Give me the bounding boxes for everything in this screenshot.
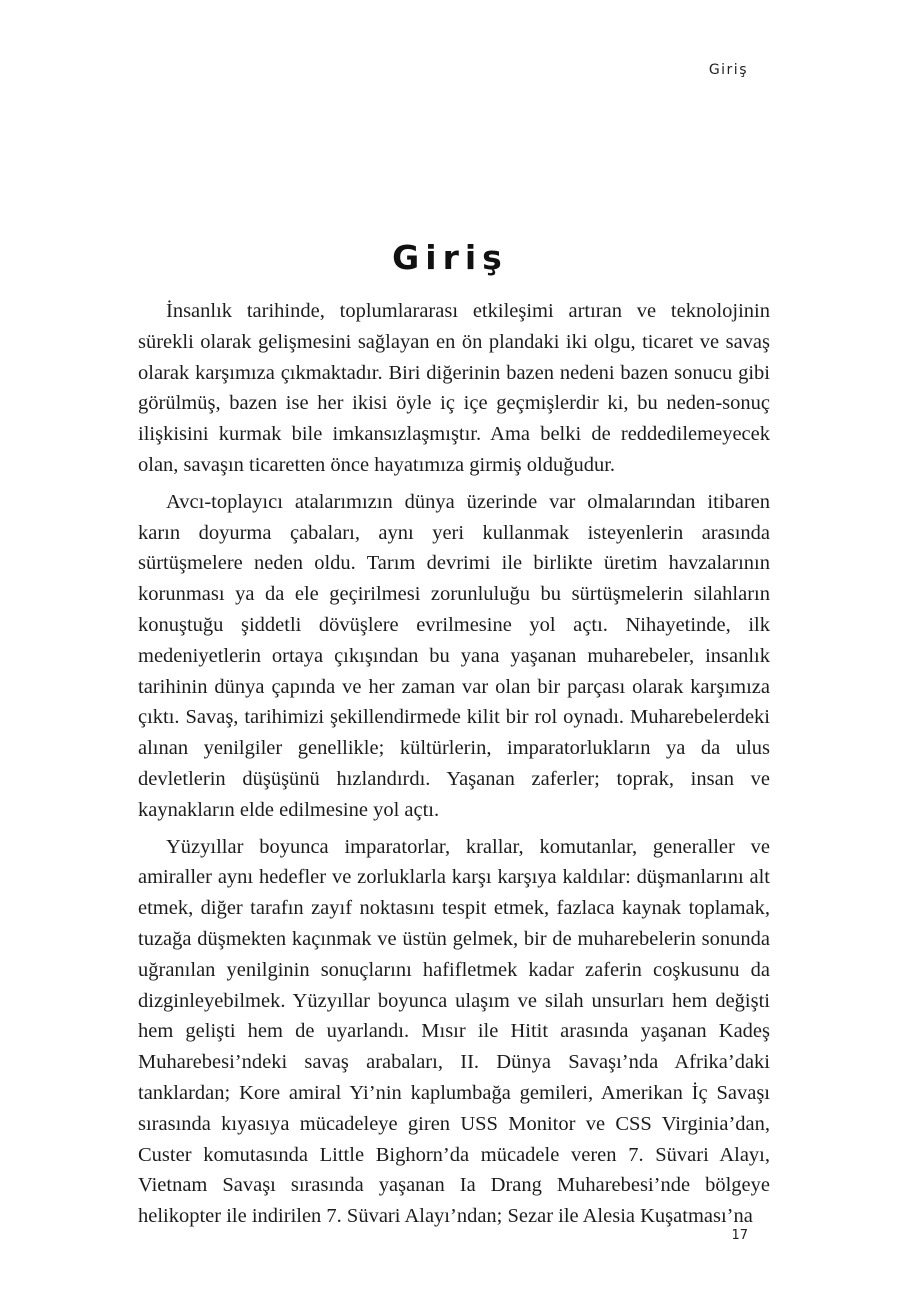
paragraph: Avcı-toplayıcı atalarımızın dünya üzerinde var olmalarından itibaren karın doyurma çabaları, aynı yeri kullanmak isteyenlerin arasında sürtüşmelere neden oldu. Tarım devrimi ile birlikte üretim havzalarının korunması ya da ele geçirilmesi zorunluluğu bu sürtüşmelerin silahların konuştuğu şiddetli dövüşlere evrilmesine yol açtı. Nihayetinde, ilk medeniyetlerin ortaya çıkışından bu yana yaşanan muharebeler, insanlık tarihinin dünya çapında ve her zaman var olan bir parçası olarak karşımıza çıktı. Savaş, tarihimizi şekillendirmede kilit bir rol oynadı. Muharebelerdeki alınan yenilgiler genellikle; kültürlerin, imparatorlukların ya da ulus devletlerin düşüşünü hızlandırdı. Yaşanan zaferler; toprak, insan ve kaynakların elde edilmesine yol açtı.	[138, 490, 770, 821]
body-text	[138, 296, 770, 1232]
page-number: 17	[731, 1228, 748, 1243]
paragraph: Yüzyıllar boyunca imparatorlar, krallar, komutanlar, generaller ve amiraller aynı hedefler ve zorluklarla karşı karşıya kaldılar: düşmanlarını alt etmek, diğer tarafın zayıf noktasını tespit etmek, fazlaca kaynak toplamak, tuzağa düşmekten kaçınmak ve üstün gelmek, bir de muharebelerin sonunda uğranılan yenilginin sonuçlarını hafifletmek kadar zaferin coşkusunu da dizginleyebilmek. Yüzyıllar boyunca ulaşım ve silah unsurları hem değişti hem gelişti hem de uyarlandı. Mısır ile Hitit arasında yaşanan Kadeş Muharebesi’ndeki savaş arabaları, II. Dünya Savaşı’nda Afrika’daki tanklardan; Kore amiral Yi’nin kaplumbağa gemileri, Amerikan İç Savaşı sırasında kıyasıya mücadeleye giren USS Monitor ve CSS Virginia’dan, Custer komutasında Little Bighorn’da mücadele veren 7. Süvari Alayı, Vietnam Savaşı sırasında yaşanan Ia Drang Muharebesi’nde bölgeye helikopter ile indirilen 7. Süvari Alayı’ndan; Sezar ile Alesia Kuşatması’na	[138, 835, 770, 1228]
chapter-title: Giriş	[392, 238, 508, 277]
running-header: Giriş	[708, 62, 748, 78]
paragraph: İnsanlık tarihinde, toplumlararası etkileşimi artıran ve teknolojinin sürekli olarak gelişmesini sağlayan en ön plandaki iki olgu, ticaret ve savaş olarak karşımıza çıkmaktadır. Biri diğerinin bazen nedeni bazen sonucu gibi görülmüş, bazen ise her ikisi öyle iç içe geçmişlerdir ki, bu neden-sonuç ilişkisini kurmak bile imkansızlaşmıştır. Ama belki de reddedilemeyecek olan, savaşın ticaretten önce hayatımıza girmiş olduğudur.	[138, 300, 770, 476]
